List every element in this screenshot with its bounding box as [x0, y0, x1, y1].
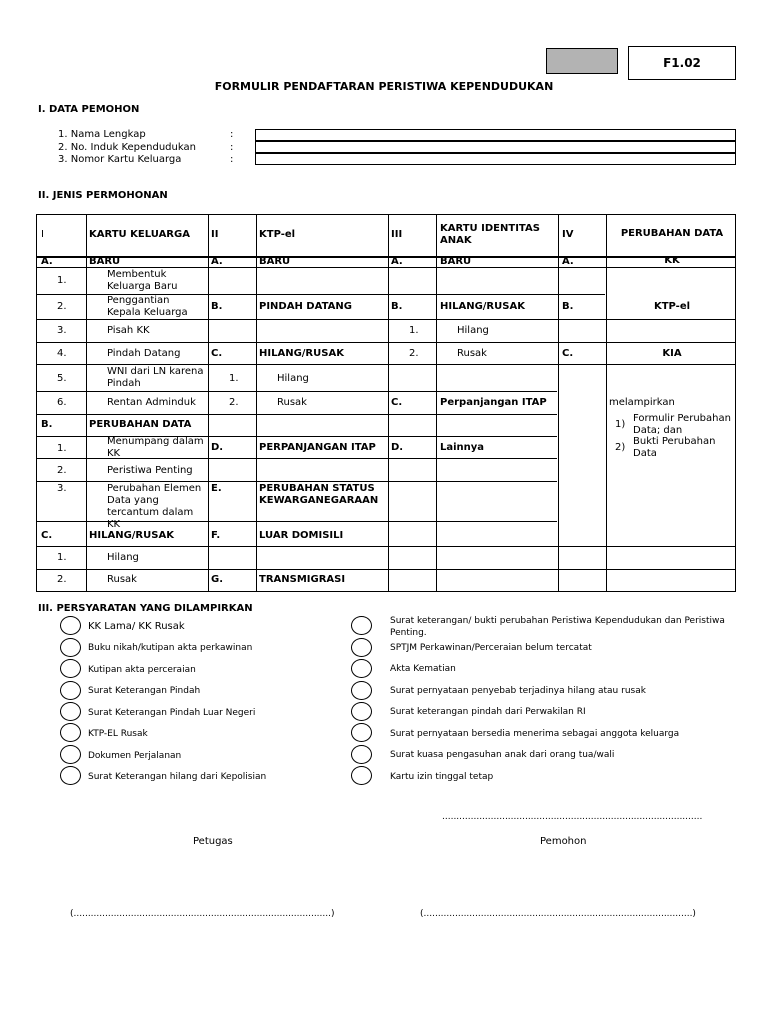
col4-melampirkan: melampirkan	[609, 397, 675, 408]
kk-item-rusak: Rusak	[107, 574, 137, 585]
kk-item-rentan: Rentan Adminduk	[107, 397, 196, 408]
kk-item-penggantian: Penggantian Kepala Keluarga	[107, 295, 188, 318]
field-label-kk: 3. Nomor Kartu Keluarga	[58, 154, 182, 165]
grid-line	[37, 481, 557, 482]
col3-lainnya: Lainnya	[440, 442, 485, 453]
req-bukti-perubahan: Surat keterangan/ bukti perubahan Peristiwa Kependudukan dan Peristiwa Penting.	[390, 616, 725, 638]
header-kartu-identitas-anak: KARTU IDENTITAS ANAK	[440, 223, 540, 246]
req-dokumen-perjalanan: Dokumen Perjalanan	[88, 751, 182, 761]
col4-kk: KK	[664, 255, 680, 266]
grid-line	[37, 546, 735, 547]
list-number: 2.	[57, 301, 67, 312]
list-number: 1.	[57, 275, 67, 286]
form-code: F1.02	[663, 56, 701, 70]
checkbox-bukti-perubahan[interactable]	[351, 616, 372, 635]
nama-lengkap-field[interactable]	[255, 129, 736, 141]
field-label-nama: 1. Nama Lengkap	[58, 129, 146, 140]
checkbox-ket-pindah[interactable]	[60, 681, 81, 700]
list-number: 5.	[57, 373, 67, 384]
jenis-permohonan-table	[36, 214, 736, 592]
req-akta-kematian: Akta Kematian	[390, 664, 456, 674]
checkbox-dokumen-perjalanan[interactable]	[60, 745, 81, 764]
col2-hilang-rusak: HILANG/RUSAK	[259, 348, 344, 359]
list-number: 1.	[229, 373, 239, 384]
req-pindah-ln: Surat Keterangan Pindah Luar Negeri	[88, 708, 256, 718]
req-pindah-perwakilan: Surat keterangan pindah dari Perwakilan RI	[390, 707, 586, 717]
grid-line	[208, 215, 209, 591]
col1-b: B.	[41, 419, 53, 430]
req-bersedia: Surat pernyataan bersedia menerima sebagai anggota keluarga	[390, 729, 680, 739]
kia-item-hilang: Hilang	[457, 325, 489, 336]
header-iv: IV	[562, 229, 574, 240]
grid-line	[37, 319, 735, 320]
col2-e: E.	[211, 483, 222, 494]
kk-item-hilang: Hilang	[107, 552, 139, 563]
kk-item-membentuk: Membentuk Keluarga Baru	[107, 269, 178, 292]
col4-bukti: Bukti Perubahan Data	[633, 436, 716, 459]
header-ktp-el: KTP-el	[259, 229, 296, 240]
list-number: 2.	[409, 348, 419, 359]
field-label-nik: 2. No. Induk Kependudukan	[58, 142, 196, 153]
checkbox-akta-perceraian[interactable]	[60, 659, 81, 678]
col1-perubahan-data: PERUBAHAN DATA	[89, 419, 192, 430]
nomor-kk-field[interactable]	[255, 153, 736, 165]
kk-item-wni: WNI dari LN karena Pindah	[107, 366, 204, 389]
grid-line	[37, 267, 735, 268]
req-akta-perceraian: Kutipan akta perceraian	[88, 665, 196, 675]
grid-line	[37, 414, 557, 415]
grid-line	[256, 215, 257, 591]
grid-line	[37, 342, 735, 343]
col1-a: A.	[41, 256, 53, 267]
col2-b: B.	[211, 301, 223, 312]
header-i: I	[41, 229, 44, 240]
list-number: 3.	[57, 325, 67, 336]
section2-heading: II. JENIS PERMOHONAN	[38, 190, 168, 201]
form-title: FORMULIR PENDAFTARAN PERISTIWA KEPENDUDUKAN	[214, 80, 554, 93]
ktp-item-rusak: Rusak	[277, 397, 307, 408]
list-number: 4.	[57, 348, 67, 359]
checkbox-kuasa-anak[interactable]	[351, 745, 372, 764]
header-ii: II	[211, 229, 219, 240]
header-kartu-keluarga: KARTU KELUARGA	[89, 229, 190, 240]
req-buku-nikah: Buku nikah/kutipan akta perkawinan	[88, 643, 253, 653]
col2-f: F.	[211, 530, 221, 541]
req-ket-hilang: Surat Keterangan hilang dari Kepolisian	[88, 772, 267, 782]
col3-perpanjangan-itap: Perpanjangan ITAP	[440, 397, 547, 408]
checkbox-akta-kematian[interactable]	[351, 659, 372, 678]
header-perubahan-data: PERUBAHAN DATA	[620, 228, 724, 239]
list-number: 1.	[57, 552, 67, 563]
col1-baru: BARU	[89, 256, 121, 267]
col1-hilang-rusak: HILANG/RUSAK	[89, 530, 174, 541]
list-number: 1.	[409, 325, 419, 336]
section1-heading: I. DATA PEMOHON	[38, 104, 140, 115]
checkbox-pindah-perwakilan[interactable]	[351, 702, 372, 721]
col2-transmigrasi: TRANSMIGRASI	[259, 574, 346, 585]
checkbox-sptjm[interactable]	[351, 638, 372, 657]
section3-heading: III. PERSYARATAN YANG DILAMPIRKAN	[38, 603, 253, 614]
list-number: 6.	[57, 397, 67, 408]
field-colon: :	[230, 142, 234, 153]
col2-c: C.	[211, 348, 223, 359]
col2-g: G.	[211, 574, 224, 585]
col2-pindah-datang: PINDAH DATANG	[259, 301, 352, 312]
field-colon: :	[230, 154, 234, 165]
pemohon-label: Pemohon	[540, 836, 587, 847]
list-number: 3.	[57, 483, 67, 494]
checkbox-buku-nikah[interactable]	[60, 638, 81, 657]
petugas-signature-line[interactable]: (..........................................................................................)	[70, 909, 335, 919]
col3-c: C.	[391, 397, 403, 408]
list-number: 1.	[57, 443, 67, 454]
grid-line	[86, 215, 87, 591]
kia-item-rusak: Rusak	[457, 348, 487, 359]
kk-item-peristiwa: Peristiwa Penting	[107, 465, 193, 476]
col4-b: B.	[562, 301, 574, 312]
col2-baru: BARU	[259, 256, 291, 267]
col2-luar-domisili: LUAR DOMISILI	[259, 530, 344, 541]
req-kuasa-anak: Surat kuasa pengasuhan anak dari orang tua/wali	[390, 750, 615, 760]
col2-a: A.	[211, 256, 223, 267]
list-number: 1)	[615, 419, 626, 430]
col1-c: C.	[41, 530, 53, 541]
petugas-label: Petugas	[193, 836, 233, 847]
blank-gray-box	[546, 48, 618, 74]
req-ket-pindah: Surat Keterangan Pindah	[88, 686, 201, 696]
grid-line	[388, 215, 389, 591]
list-number: 2)	[615, 442, 626, 453]
kk-item-pindah-datang: Pindah Datang	[107, 348, 181, 359]
req-ktp-rusak: KTP-EL Rusak	[88, 729, 148, 739]
col2-perubahan-status: PERUBAHAN STATUS KEWARGANEGARAAN	[259, 483, 379, 506]
grid-line	[558, 215, 559, 591]
req-sptjm: SPTJM Perkawinan/Perceraian belum tercatat	[390, 643, 592, 653]
col4-ktp-el: KTP-el	[653, 301, 691, 312]
list-number: 2.	[57, 465, 67, 476]
grid-line	[37, 364, 735, 365]
nik-field[interactable]	[255, 141, 736, 153]
grid-line	[436, 215, 437, 591]
checkbox-pindah-ln[interactable]	[60, 702, 81, 721]
kk-item-perubahan-elemen: Perubahan Elemen Data yang tercantum dalam KK	[107, 483, 202, 530]
col2-d: D.	[211, 442, 224, 453]
col3-a: A.	[391, 256, 403, 267]
list-number: 2.	[57, 574, 67, 585]
grid-line	[37, 569, 735, 570]
pemohon-signature-line[interactable]: (..............................................................................................)	[420, 909, 696, 919]
col3-d: D.	[391, 442, 404, 453]
ktp-item-hilang: Hilang	[277, 373, 309, 384]
col3-b: B.	[391, 301, 403, 312]
list-number: 2.	[229, 397, 239, 408]
col4-a: A.	[562, 256, 574, 267]
field-colon: :	[230, 129, 234, 140]
col4-kia: KIA	[662, 348, 682, 359]
checkbox-ktp-rusak[interactable]	[60, 723, 81, 742]
checkbox-bersedia[interactable]	[351, 723, 372, 742]
checkbox-kitap[interactable]	[351, 766, 372, 785]
kk-item-pisah: Pisah KK	[107, 325, 150, 336]
checkbox-kk-lama[interactable]	[60, 616, 81, 635]
kk-item-menumpang: Menumpang dalam KK	[107, 436, 204, 459]
col2-perpanjangan-itap: PERPANJANGAN ITAP	[259, 442, 376, 453]
col4-formulir: Formulir Perubahan Data; dan	[633, 413, 731, 436]
header-iii: III	[391, 229, 403, 240]
req-kitap: Kartu izin tinggal tetap	[390, 772, 494, 782]
col3-baru: BARU	[440, 256, 472, 267]
grid-line	[37, 391, 557, 392]
checkbox-pernyataan-hilang[interactable]	[351, 681, 372, 700]
req-pernyataan-hilang: Surat pernyataan penyebab terjadinya hilang atau rusak	[390, 686, 646, 696]
req-kk-lama: KK Lama/ KK Rusak	[88, 621, 185, 632]
form-code-box	[628, 46, 736, 80]
col3-hilang-rusak: HILANG/RUSAK	[440, 301, 525, 312]
col4-c: C.	[562, 348, 574, 359]
grid-line	[606, 215, 607, 591]
date-line[interactable]: ...........................................................................................	[442, 812, 703, 822]
checkbox-ket-hilang[interactable]	[60, 766, 81, 785]
